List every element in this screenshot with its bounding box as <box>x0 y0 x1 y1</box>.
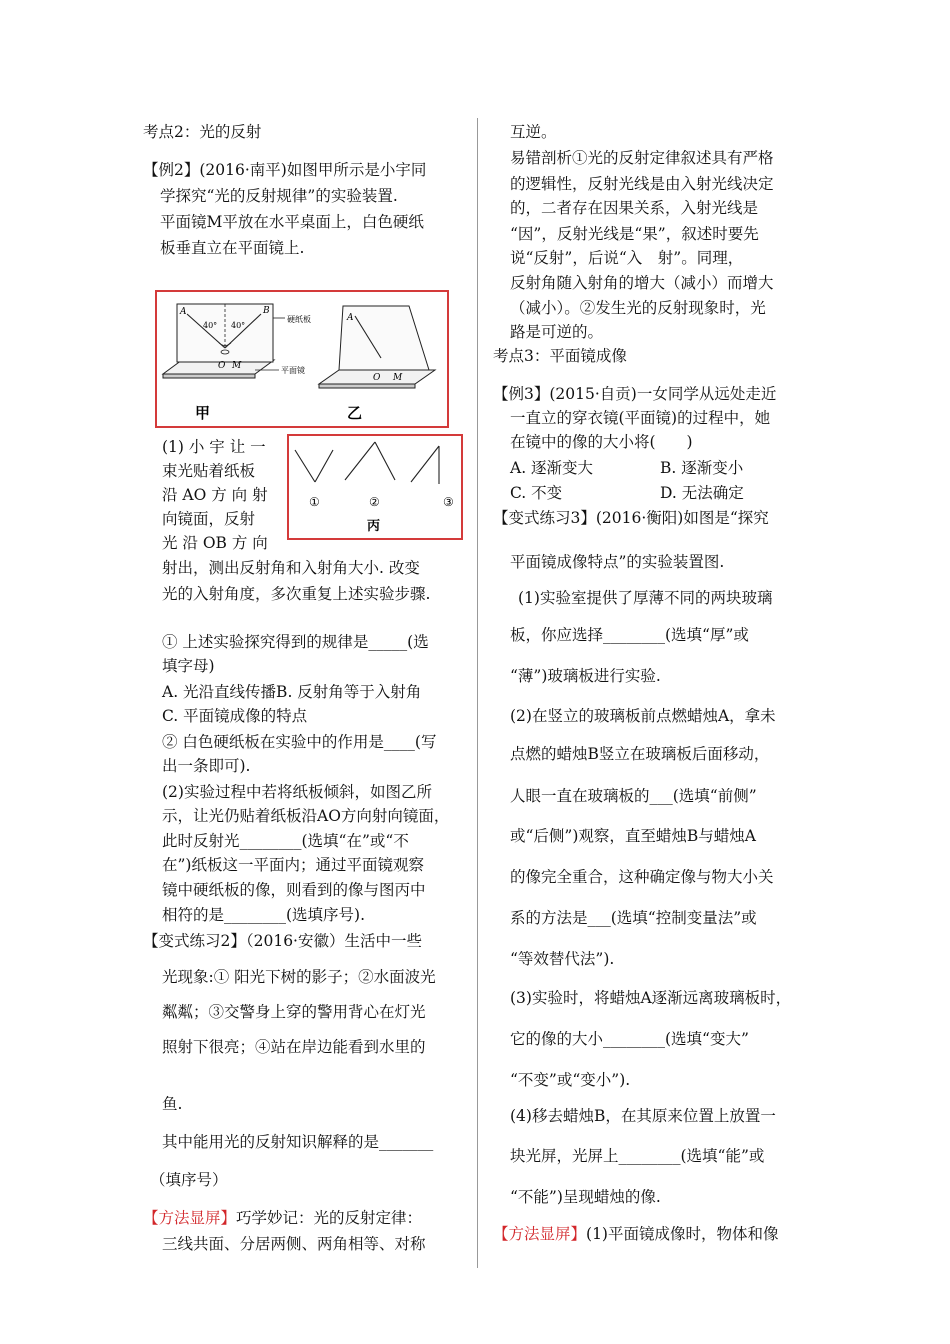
label-bing: 丙 <box>367 519 381 534</box>
bing-1-ray-out <box>315 450 333 482</box>
q1-line: 光的入射角度，多次重复上述实验步骤. <box>162 585 431 603</box>
variant3-line: “等效替代法”). <box>510 950 615 968</box>
callout-board: 硬纸板 <box>287 315 311 324</box>
angle-left-label: 40° <box>203 321 218 330</box>
q-line: A. 光沿直线传播B. 反射角等于入射角 <box>162 683 422 701</box>
q1-line: 向镜面，反射 <box>162 510 256 528</box>
variant3-line: 系的方法是___(选填“控制变量法”或 <box>510 909 757 927</box>
variant3-line: “不变”或“变小”). <box>510 1071 631 1089</box>
method-text-right: (1)平面镜成像时，物体和像 <box>586 1225 779 1243</box>
variant3-line: 平面镜成像特点”的实验装置图. <box>510 553 725 571</box>
method-right <box>493 1222 778 1246</box>
label-b: B <box>263 306 270 316</box>
variant2-line: 光现象:① 阳光下树的影子；②水面波光 <box>162 968 436 986</box>
variant3-line: (1)实验室提供了厚薄不同的两块玻璃 <box>518 589 773 607</box>
example3-line: 【例3】(2015·自贡)一女同学从远处走近 <box>493 385 777 403</box>
q1-line: 沿 AO 方 向 射 <box>162 486 268 504</box>
variant2-line: 照射下很亮；④站在岸边能看到水里的 <box>162 1038 426 1056</box>
bing-number-3: ③ <box>443 495 454 509</box>
example2-line: 平面镜M平放在水平桌面上，白色硬纸 <box>160 213 424 231</box>
board-jia <box>177 304 273 362</box>
method-text-left: 巧学妙记：光的反射定律： <box>236 1209 423 1227</box>
variant3-line: 人眼一直在玻璃板的___(选填“前侧” <box>510 787 757 805</box>
variant3-line: 【变式练习3】(2016·衡阳)如图是“探究 <box>493 509 769 527</box>
q-line: 填字母) <box>162 657 215 675</box>
q-line: 镜中硬纸板的像，则看到的像与图丙中 <box>162 881 426 899</box>
q-line: 此时反射光________(选填“在”或“不 <box>162 832 409 850</box>
label-yi: 乙 <box>347 404 363 422</box>
variant3-line: 板，你应选择________(选填“厚”或 <box>510 626 749 644</box>
label-m: M <box>232 361 242 371</box>
label-a: A <box>180 307 187 317</box>
option-d: D. 无法确定 <box>660 484 744 502</box>
mirror-jia-edge <box>163 374 255 378</box>
right-line: “因”，反射光线是“果”，叙述时要先 <box>510 225 759 243</box>
variant3-line: “薄”)玻璃板进行实验. <box>510 667 661 685</box>
figure-jia-yi-drawing <box>157 292 447 426</box>
bing-1-ray-in <box>295 450 315 482</box>
figure-bing-drawing <box>289 436 461 538</box>
variant2-line: 鱼. <box>162 1095 183 1113</box>
variant2-line: 粼粼；③交警身上穿的警用背心在灯光 <box>162 1003 426 1021</box>
q-line: ② 白色硬纸板在实验中的作用是____(写 <box>162 733 437 751</box>
right-line: 的，二者存在因果关系，入射光线是 <box>510 199 759 217</box>
example2-line: 【例2】(2016·南平)如图甲所示是小宇同 <box>143 161 427 179</box>
right-line: 的逻辑性，反射光线是由入射光线决定 <box>510 175 774 193</box>
bing-2-ray-in <box>345 442 375 480</box>
label-m2: M <box>393 373 403 383</box>
bing-number-2: ② <box>369 495 380 509</box>
variant2-line: 【变式练习2】（2016·安徽）生活中一些 <box>143 932 422 950</box>
variant3-line: “不能”)呈现蜡烛的像. <box>510 1188 661 1206</box>
q1-line: (1) 小 宇 让 一 <box>162 438 266 456</box>
variant3-line: (4)移去蜡烛B，在其原来位置上放置一 <box>510 1107 776 1125</box>
right-line: 互逆。 <box>510 123 557 141</box>
callout-mirror: 平面镜 <box>281 366 305 375</box>
label-a2: A <box>347 313 354 323</box>
example2-line: 板垂直立在平面镜上. <box>160 239 305 257</box>
right-line: 易错剖析①光的反射定律叙述具有严格 <box>510 149 774 167</box>
mirror-yi-edge <box>319 384 415 388</box>
heading-reflection: 考点2：光的反射 <box>143 123 262 141</box>
method-label-left: 【方法显屏】 <box>143 1209 237 1227</box>
q-line: 示，让光仍贴着纸板沿AO方向射向镜面， <box>162 807 450 825</box>
option-b: B. 逐渐变小 <box>660 459 744 477</box>
example3-line: 一直立的穿衣镜(平面镜)的过程中，她 <box>510 409 771 427</box>
variant3-line: 的像完全重合，这种确定像与物大小关 <box>510 868 774 886</box>
angle-right-label: 40° <box>231 321 246 330</box>
bing-2-ray-out <box>375 442 395 480</box>
option-a: A. 逐渐变大 <box>510 459 594 477</box>
label-o2: O <box>373 373 381 383</box>
q-line: C. 平面镜成像的特点 <box>162 707 308 725</box>
option-c: C. 不变 <box>510 484 563 502</box>
example2-line: 学探究“光的反射规律”的实验装置. <box>160 187 398 205</box>
variant3-line: 点燃的蜡烛B竖立在玻璃板后面移动， <box>510 745 770 763</box>
example3-line: 在镜中的像的大小将( ) <box>510 433 693 451</box>
right-line: （减小）。②发生光的反射现象时，光 <box>510 299 766 317</box>
variant3-line: (3)实验时，将蜡烛A逐渐远离玻璃板时， <box>510 989 792 1007</box>
q-line: 在”)纸板这一平面内；通过平面镜观察 <box>162 856 424 874</box>
column-divider <box>477 118 478 1268</box>
q1-line: 光 沿 OB 方 向 <box>162 534 268 552</box>
q1-line: 射出，测出反射角和入射角大小. 改变 <box>162 559 420 577</box>
q-line: 出一条即可). <box>162 757 251 775</box>
bing-number-1: ① <box>309 495 320 509</box>
q-line: (2)实验过程中若将纸板倾斜，如图乙所 <box>162 783 432 801</box>
q-line: ① 上述实验探究得到的规律是_____(选 <box>162 633 429 651</box>
q1-line: 束光贴着纸板 <box>162 462 256 480</box>
right-line: 路是可逆的。 <box>510 323 604 341</box>
method-line-left: 三线共面、分居两侧、两角相等、对称 <box>162 1235 426 1253</box>
figure-jia-yi <box>155 290 449 428</box>
label-o: O <box>218 361 226 371</box>
method-left <box>143 1206 422 1230</box>
variant3-line: (2)在竖立的玻璃板前点燃蜡烛A，拿未 <box>510 707 776 725</box>
heading-plane-mirror: 考点3：平面镜成像 <box>493 347 627 365</box>
variant2-line: 其中能用光的反射知识解释的是_______ <box>162 1133 434 1151</box>
method-label-right: 【方法显屏】 <box>493 1225 587 1243</box>
variant3-line: 或“后侧”)观察，直至蜡烛B与蜡烛A <box>510 827 756 845</box>
bing-3-ray <box>411 446 439 482</box>
label-jia: 甲 <box>195 404 211 422</box>
right-line: 说“反射”，后说“入 射”。同理， <box>510 249 744 267</box>
variant3-line: 它的像的大小________(选填“变大” <box>510 1030 749 1048</box>
figure-bing <box>287 434 463 540</box>
variant2-line: （填序号） <box>150 1171 228 1189</box>
q-line: 相符的是________(选填序号). <box>162 906 366 924</box>
right-line: 反射角随入射角的增大（减小）而增大 <box>510 274 774 292</box>
variant3-line: 块光屏，光屏上________(选填“能”或 <box>510 1147 765 1165</box>
